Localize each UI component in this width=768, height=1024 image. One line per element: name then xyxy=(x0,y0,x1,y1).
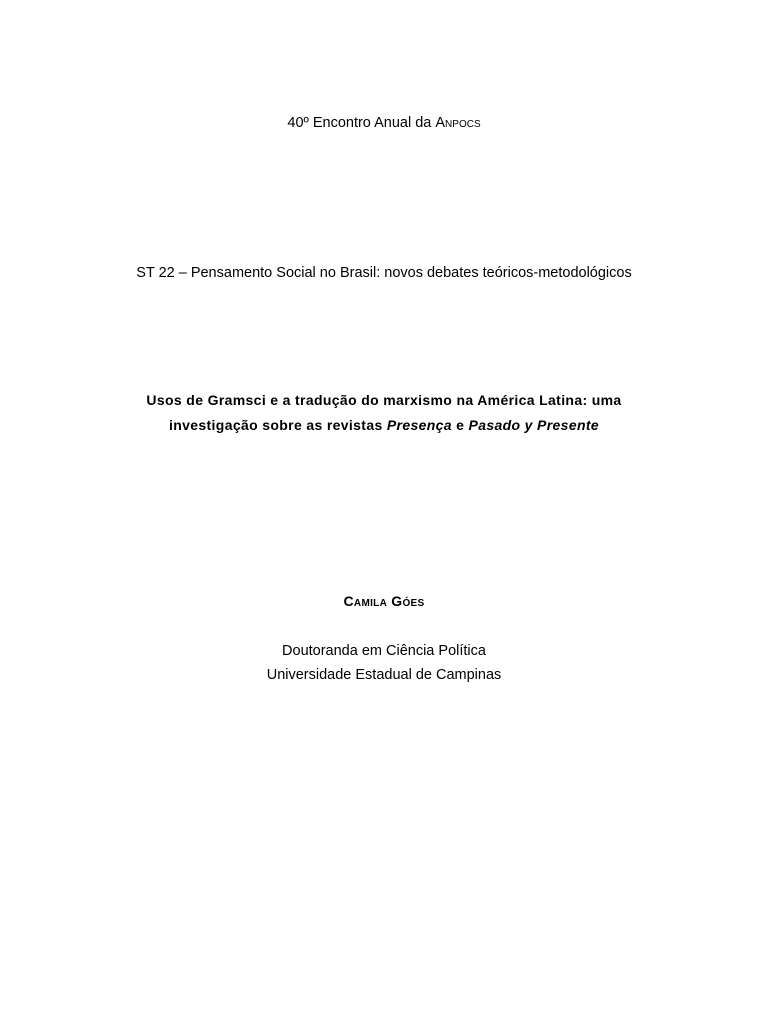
journal-name-pasado-y-presente: Pasado y Presente xyxy=(468,417,600,433)
session-heading: ST 22 – Pensamento Social no Brasil: novos debates teóricos-metodológicos xyxy=(136,265,632,281)
paper-title-line-2-prefix: investigação sobre as revistas xyxy=(168,417,387,433)
paper-title-connector: e xyxy=(451,417,469,433)
author-institution: Universidade Estadual de Campinas xyxy=(266,667,502,683)
conference-heading xyxy=(0,113,768,133)
paper-title-line-1: Usos de Gramsci e a tradução do marxismo na América Latina: uma xyxy=(146,392,622,408)
author-degree: Doutoranda em Ciência Política xyxy=(282,643,486,659)
conference-acronym: Anpocs xyxy=(435,115,481,131)
paper-title-line-2 xyxy=(0,413,768,438)
paper-title xyxy=(0,388,768,438)
author-name: Camila Góes xyxy=(343,593,425,609)
conference-prefix: 40º Encontro Anual da xyxy=(287,115,436,131)
journal-name-presenca: Presença xyxy=(386,417,452,433)
